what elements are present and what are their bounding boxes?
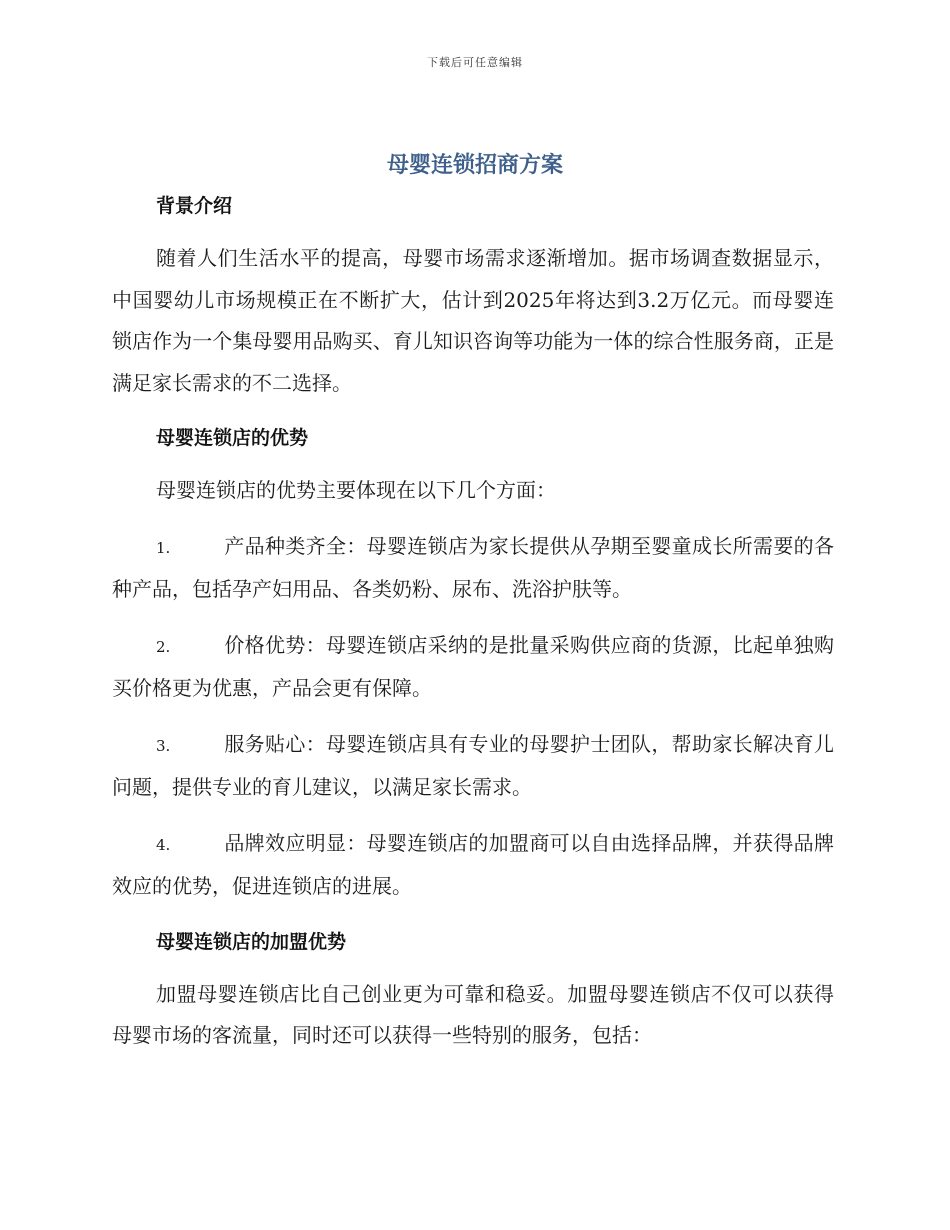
section-heading-background: 背景介绍: [156, 195, 233, 217]
section-heading-franchise: 母婴连锁店的加盟优势: [156, 930, 347, 953]
document-title: 母婴连锁招商方案: [386, 153, 563, 178]
list-number: 1.: [156, 538, 171, 557]
list-item-text: 品牌效应明显：母婴连锁店的加盟商可以自由选择品牌，并获得品牌效应的优势，促进连锁店的进展。: [112, 830, 834, 898]
section-heading-advantages: 母婴连锁店的优势: [156, 427, 309, 449]
list-number: 3.: [156, 736, 171, 755]
list-item-text: 服务贴心：母婴连锁店具有专业的母婴护士团队，帮助家长解决育儿问题，提供专业的育儿建议，以满足家长需求。: [112, 731, 834, 799]
franchise-paragraph: 加盟母婴连锁店比自己创业更为可靠和稳妥。加盟母婴连锁店不仅可以获得母婴市场的客流量，同时还可以获得一些特别的服务，包括：: [112, 981, 834, 1047]
list-item-text: 价格优势：母婴连锁店采纳的是批量采购供应商的货源，比起单独购买价格更为优惠，产品会更有保障。: [112, 632, 834, 700]
list-item: [112, 625, 834, 710]
list-item: [112, 526, 834, 611]
list-number: 4.: [156, 835, 171, 854]
advantages-intro: 母婴连锁店的优势主要体现在以下几个方面：: [156, 478, 556, 502]
list-item: [112, 724, 834, 809]
list-number: 2.: [156, 637, 171, 656]
list-item: [112, 823, 834, 908]
list-item-text: 产品种类齐全：母婴连锁店为家长提供从孕期至婴童成长所需要的各种产品，包括孕产妇用品、各类奶粉、尿布、洗浴护肤等。: [112, 533, 834, 601]
document-body: [112, 188, 834, 1057]
background-paragraph: 随着人们生活水平的提高，母婴市场需求逐渐增加。据市场调查数据显示，中国婴幼儿市场规模正在不断扩大，估计到2025年将达到3.2万亿元。而母婴连锁店作为一个集母婴用品购买、育儿知识咨询等功能为一体的综合性服务商，正是满足家长需求的不二选择。: [112, 246, 834, 395]
header-note: 下载后可任意编辑: [427, 56, 523, 69]
